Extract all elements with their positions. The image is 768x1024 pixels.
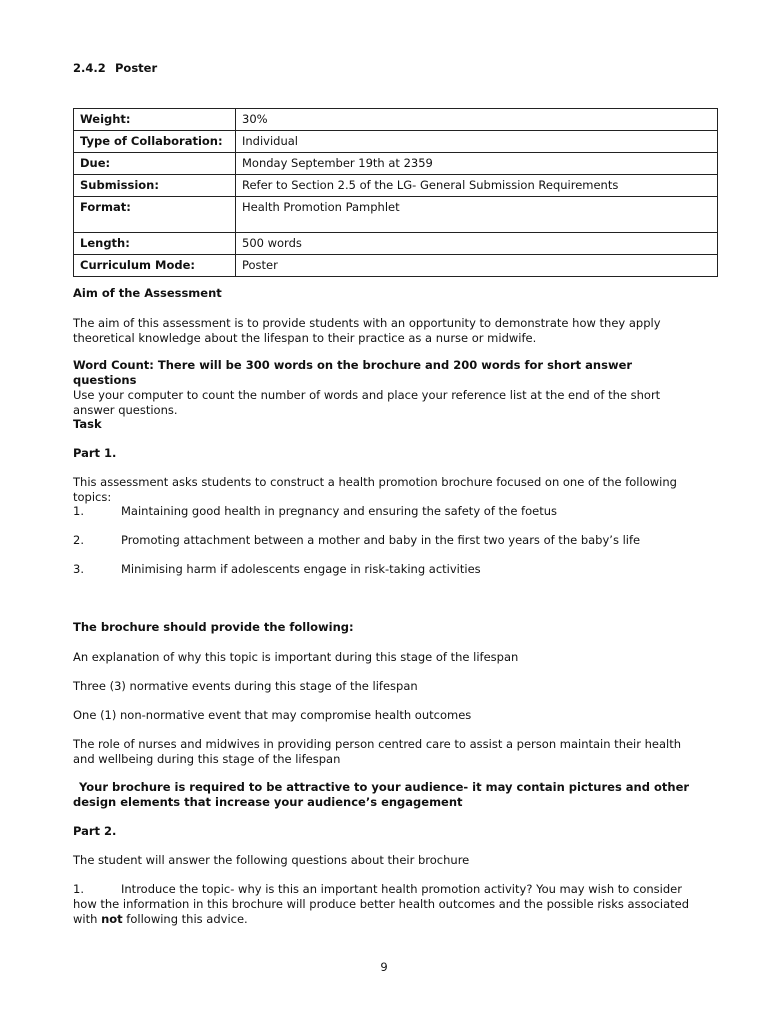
table-key: Type of Collaboration: — [74, 131, 236, 153]
brochure-item: The role of nurses and midwives in providing person centred care to assist a person maintain their health and wellbeing during this stage of the lifespan — [73, 737, 682, 766]
question-text-end: following this advice. — [122, 912, 248, 926]
table-row — [74, 175, 718, 197]
section-number: 2.4.2 — [73, 61, 106, 75]
brochure-item: Three (3) normative events during this stage of the lifespan — [73, 679, 418, 693]
table-key: Due: — [74, 153, 236, 175]
attractive-note: Your brochure is required to be attractive to your audience- it may contain pictures and other design elements that increase your audience’s engagement — [73, 780, 690, 809]
table-row — [74, 197, 718, 233]
aim-text: The aim of this assessment is to provide students with an opportunity to demonstrate how they apply theoretical knowledge about the lifespan to their practice as a nurse or midwife. — [73, 316, 661, 345]
table-value: Individual — [236, 131, 718, 153]
list-text: Maintaining good health in pregnancy and ensuring the safety of the foetus — [121, 504, 557, 518]
table-row — [74, 153, 718, 175]
table-value: Refer to Section 2.5 of the LG- General Submission Requirements — [236, 175, 718, 197]
table-key: Format: — [74, 197, 236, 233]
page-number: 9 — [380, 960, 388, 974]
list-item — [73, 562, 695, 577]
section-title: Poster — [115, 61, 158, 75]
brochure-heading: The brochure should provide the following: — [73, 620, 354, 634]
list-item — [73, 533, 695, 548]
table-row — [74, 233, 718, 255]
list-text: Minimising harm if adolescents engage in risk-taking activities — [121, 562, 481, 576]
computer-text: Use your computer to count the number of words and place your reference list at the end of the short answer questions. — [73, 388, 661, 417]
table-key: Submission: — [74, 175, 236, 197]
assessment-info-table — [73, 108, 718, 277]
table-value: 30% — [236, 109, 718, 131]
part2-heading: Part 2. — [73, 824, 117, 838]
part1-intro: This assessment asks students to construct a health promotion brochure focused on one of the following topics: — [73, 475, 677, 504]
list-number: 1. — [73, 504, 84, 518]
word-count: Word Count: There will be 300 words on the brochure and 200 words for short answer questions — [73, 358, 633, 387]
list-text: Promoting attachment between a mother and baby in the first two years of the baby’s life — [121, 533, 641, 547]
brochure-item: An explanation of why this topic is important during this stage of the lifespan — [73, 650, 519, 664]
table-row — [74, 255, 718, 277]
question-emphasis: not — [101, 912, 123, 926]
task-heading: Task — [73, 417, 102, 431]
part2-intro: The student will answer the following questions about their brochure — [73, 853, 470, 867]
section-heading — [73, 61, 157, 75]
table-value: Monday September 19th at 2359 — [236, 153, 718, 175]
list-number: 2. — [73, 533, 84, 547]
question-number: 1. — [73, 882, 84, 896]
table-key: Length: — [74, 233, 236, 255]
list-number: 3. — [73, 562, 84, 576]
table-value: Poster — [236, 255, 718, 277]
part1-heading: Part 1. — [73, 446, 117, 460]
brochure-item: One (1) non-normative event that may compromise health outcomes — [73, 708, 472, 722]
aim-heading: Aim of the Assessment — [73, 286, 222, 300]
table-value: Health Promotion Pamphlet — [236, 197, 718, 233]
table-row — [74, 131, 718, 153]
table-row — [74, 109, 718, 131]
question-text: Introduce the topic- why is this an important health promotion activity? You may wish to consider how the information in this brochure will produce better health outcomes and the possible risks associated with — [73, 882, 690, 926]
table-key: Curriculum Mode: — [74, 255, 236, 277]
list-item — [73, 504, 695, 519]
table-value: 500 words — [236, 233, 718, 255]
question-1 — [73, 882, 695, 927]
table-key: Weight: — [74, 109, 236, 131]
